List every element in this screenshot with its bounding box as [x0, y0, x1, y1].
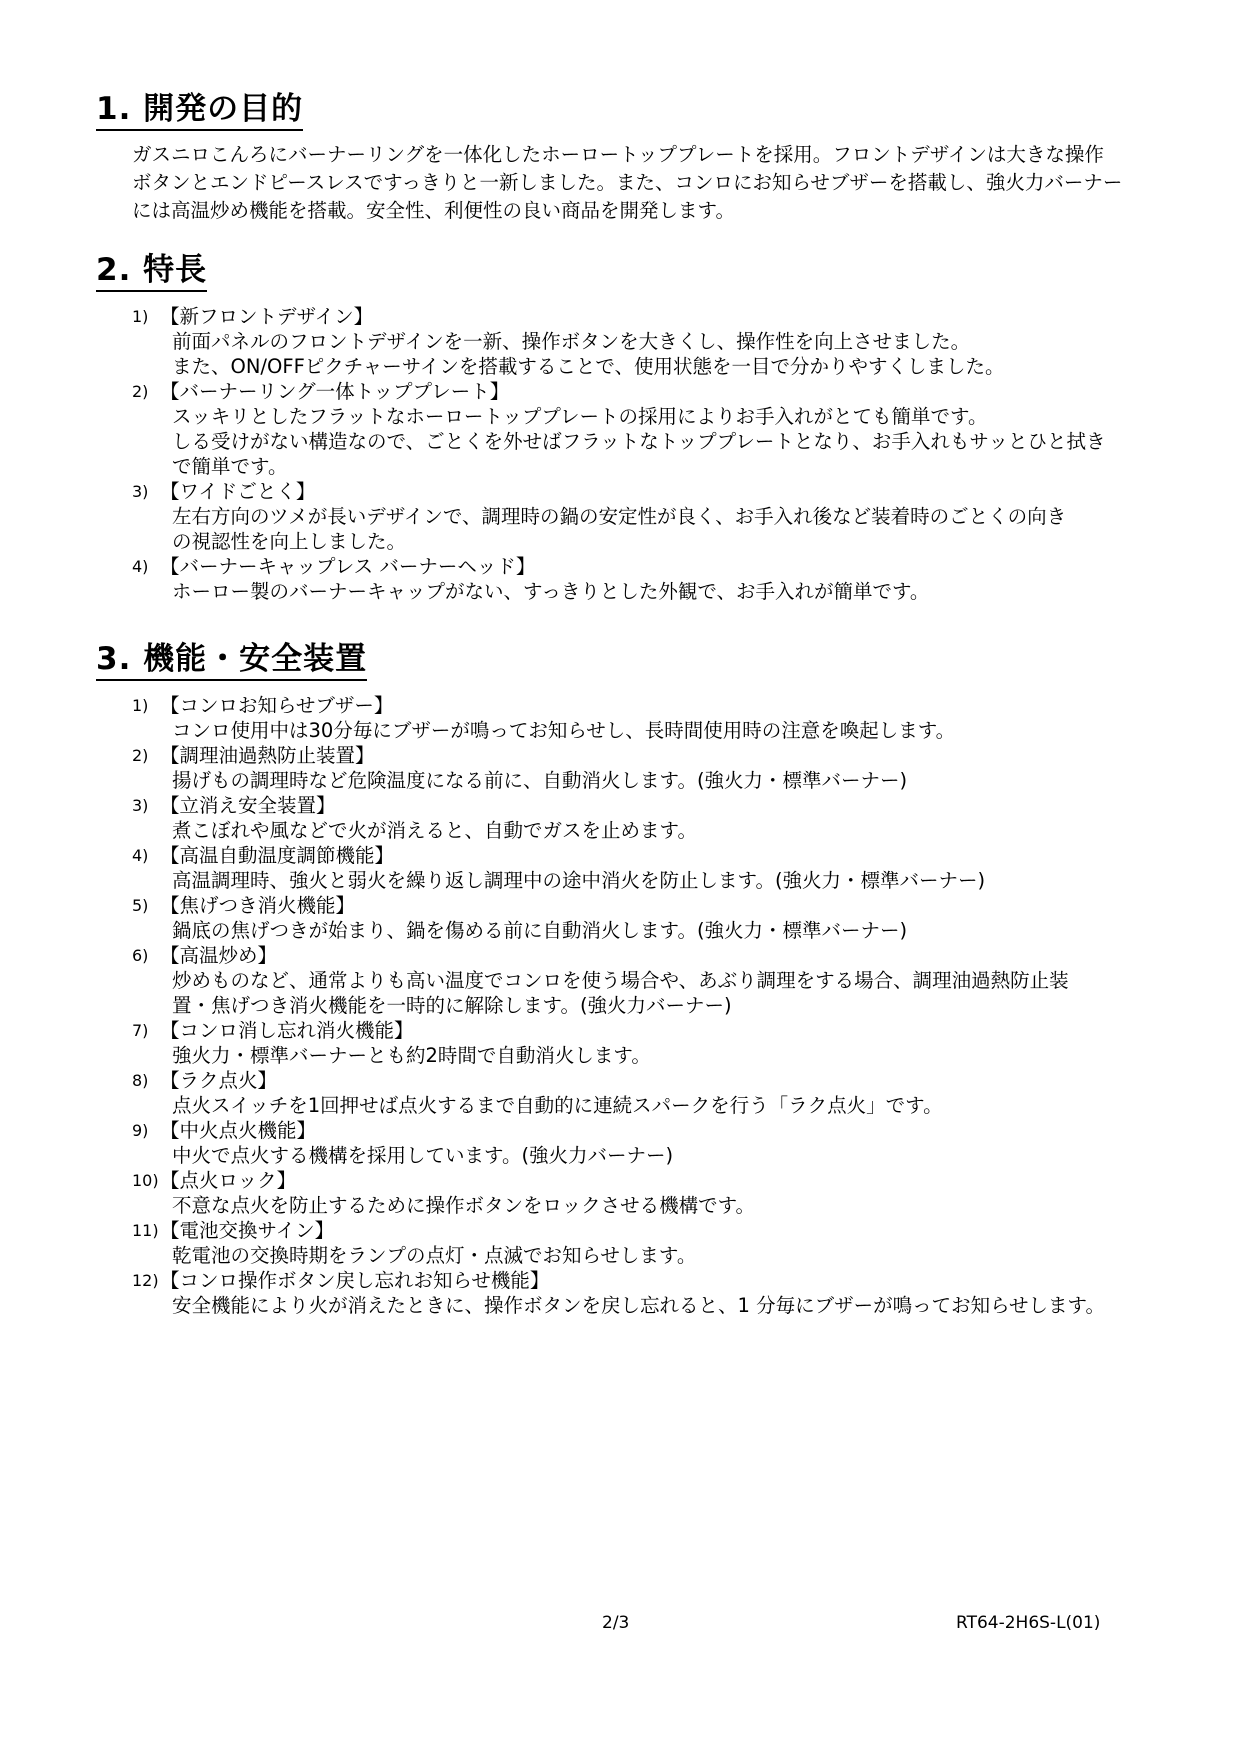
item-title: 【調理油過熱防止装置】 [160, 744, 375, 767]
paragraph-line: ボタンとエンドピースレスですっきりと一新しました。また、コンロにお知らせブザーを搭載し、強火力バーナー [132, 171, 1123, 194]
item-body [96, 718, 1176, 743]
item-number: 1) [132, 307, 149, 326]
item-title: 【バーナーリング一体トッププレート】 [160, 380, 510, 403]
item-title: 【コンロ操作ボタン戻し忘れお知らせ機能】 [160, 1269, 550, 1292]
body-line: 不意な点火を防止するために操作ボタンをロックさせる機構です。 [172, 1194, 756, 1217]
section-heading: 3. 機能・安全装置 [96, 640, 367, 681]
item-body [96, 868, 1176, 893]
purpose-paragraph [132, 141, 1172, 225]
body-line: 高温調理時、強火と弱火を繰り返し調理中の途中消火を防止します。(強火力・標準バーナー) [172, 869, 986, 892]
item-number: 4) [132, 846, 149, 865]
body-line: 安全機能により火が消えたときに、操作ボタンを戻し忘れると、1 分毎にブザーが鳴ってお知らせします。 [172, 1294, 1105, 1317]
item-number: 7) [132, 1021, 149, 1040]
list-item [96, 743, 1176, 793]
body-line: 置・焦げつき消火機能を一時的に解除します。(強火力バーナー) [172, 994, 732, 1017]
body-line: スッキリとしたフラットなホーロートッププレートの採用によりお手入れがとても簡単です。 [172, 405, 988, 428]
list-item [96, 479, 1176, 554]
list-item [96, 379, 1176, 479]
item-body [96, 918, 1176, 943]
item-title: 【立消え安全装置】 [160, 794, 336, 817]
list-item [96, 693, 1176, 743]
item-number: 9) [132, 1121, 149, 1140]
list-item [96, 793, 1176, 843]
item-title: 【ラク点火】 [160, 1069, 278, 1092]
body-line: の視認性を向上しました。 [172, 530, 407, 553]
list-item [96, 304, 1176, 379]
list-item [96, 1068, 1176, 1118]
item-body [96, 1093, 1176, 1118]
item-number: 5) [132, 896, 149, 915]
item-body [96, 818, 1176, 843]
item-body [96, 1193, 1176, 1218]
body-line: 鍋底の焦げつきが始まり、鍋を傷める前に自動消火します。(強火力・標準バーナー) [172, 919, 908, 942]
item-title: 【バーナーキャップレス バーナーヘッド】 [160, 555, 536, 578]
section-heading: 1. 開発の目的 [96, 90, 303, 131]
body-line: 前面パネルのフロントデザインを一新、操作ボタンを大きくし、操作性を向上させました。 [172, 330, 971, 353]
item-number: 3) [132, 796, 149, 815]
item-number: 2) [132, 382, 149, 401]
body-line: 揚げもの調理時など危険温度になる前に、自動消火します。(強火力・標準バーナー) [172, 769, 908, 792]
list-item [96, 1218, 1176, 1268]
item-title: 【点火ロック】 [160, 1169, 297, 1192]
page-number: 2/3 [602, 1613, 630, 1633]
item-body [96, 329, 1176, 379]
section-purpose [96, 90, 1176, 225]
item-body [96, 1143, 1176, 1168]
item-body [96, 579, 1176, 604]
body-line: 炒めものなど、通常よりも高い温度でコンロを使う場合や、あぶり調理をする場合、調理油過熱防止装 [172, 969, 1069, 992]
body-line: 中火で点火する機構を採用しています。(強火力バーナー) [172, 1144, 674, 1167]
item-title: 【新フロントデザイン】 [160, 305, 374, 328]
section-features [96, 251, 1176, 604]
item-number: 11) [132, 1221, 159, 1240]
body-line: 左右方向のツメが長いデザインで、調理時の鍋の安定性が良く、お手入れ後など装着時のごとくの向き [172, 505, 1067, 528]
item-body [96, 1243, 1176, 1268]
body-line: また、ON/OFFピクチャーサインを搭載することで、使用状態を一目で分かりやすくしました。 [172, 355, 1005, 378]
body-line: 強火力・標準バーナーとも約2時間で自動消火します。 [172, 1044, 651, 1067]
item-body [96, 504, 1176, 554]
body-line: 乾電池の交換時期をランプの点灯・点滅でお知らせします。 [172, 1244, 697, 1267]
body-line: コンロ使用中は30分毎にブザーが鳴ってお知らせし、長時間使用時の注意を喚起します。 [172, 719, 956, 742]
item-number: 2) [132, 746, 149, 765]
list-item [96, 843, 1176, 893]
item-number: 1) [132, 696, 149, 715]
list-item [96, 554, 1176, 604]
body-line: で簡単です。 [172, 455, 288, 478]
item-body [96, 768, 1176, 793]
item-number: 4) [132, 557, 149, 576]
item-body [96, 968, 1176, 1018]
item-number: 3) [132, 482, 149, 501]
item-title: 【高温自動温度調節機能】 [160, 844, 395, 867]
body-line: ホーロー製のバーナーキャップがない、すっきりとした外観で、お手入れが簡単です。 [172, 580, 930, 603]
item-number: 10) [132, 1171, 159, 1190]
paragraph-line: には高温炒め機能を搭載。安全性、利便性の良い商品を開発します。 [132, 199, 735, 222]
item-title: 【コンロお知らせブザー】 [160, 694, 394, 717]
list-item [96, 943, 1176, 1018]
list-item [96, 893, 1176, 943]
list-item [96, 1018, 1176, 1068]
document-code: RT64-2H6S-L(01) [956, 1613, 1101, 1633]
section-heading: 2. 特長 [96, 251, 207, 292]
list-item [96, 1168, 1176, 1218]
paragraph-line: ガスニロこんろにバーナーリングを一体化したホーロートッププレートを採用。フロントデザインは大きな操作 [132, 143, 1104, 166]
item-title: 【高温炒め】 [160, 944, 278, 967]
item-number: 8) [132, 1071, 149, 1090]
feature-list [96, 304, 1176, 604]
item-body [96, 404, 1176, 479]
item-number: 6) [132, 946, 149, 965]
list-item [96, 1118, 1176, 1168]
item-body [96, 1043, 1176, 1068]
list-item [96, 1268, 1176, 1318]
section-safety-functions [96, 640, 1176, 1318]
item-title: 【電池交換サイン】 [160, 1219, 335, 1242]
body-line: しる受けがない構造なので、ごとくを外せばフラットなトッププレートとなり、お手入れもサッとひと拭き [172, 430, 1106, 453]
item-title: 【コンロ消し忘れ消火機能】 [160, 1019, 414, 1042]
item-title: 【焦げつき消火機能】 [160, 894, 356, 917]
body-line: 煮こぼれや風などで火が消えると、自動でガスを止めます。 [172, 819, 697, 842]
item-title: 【中火点火機能】 [160, 1119, 317, 1142]
item-number: 12) [132, 1271, 159, 1290]
body-line: 点火スイッチを1回押せば点火するまで自動的に連続スパークを行う「ラク点火」です。 [172, 1094, 943, 1117]
item-title: 【ワイドごとく】 [160, 480, 316, 503]
item-body [96, 1293, 1176, 1318]
function-list [96, 693, 1176, 1318]
